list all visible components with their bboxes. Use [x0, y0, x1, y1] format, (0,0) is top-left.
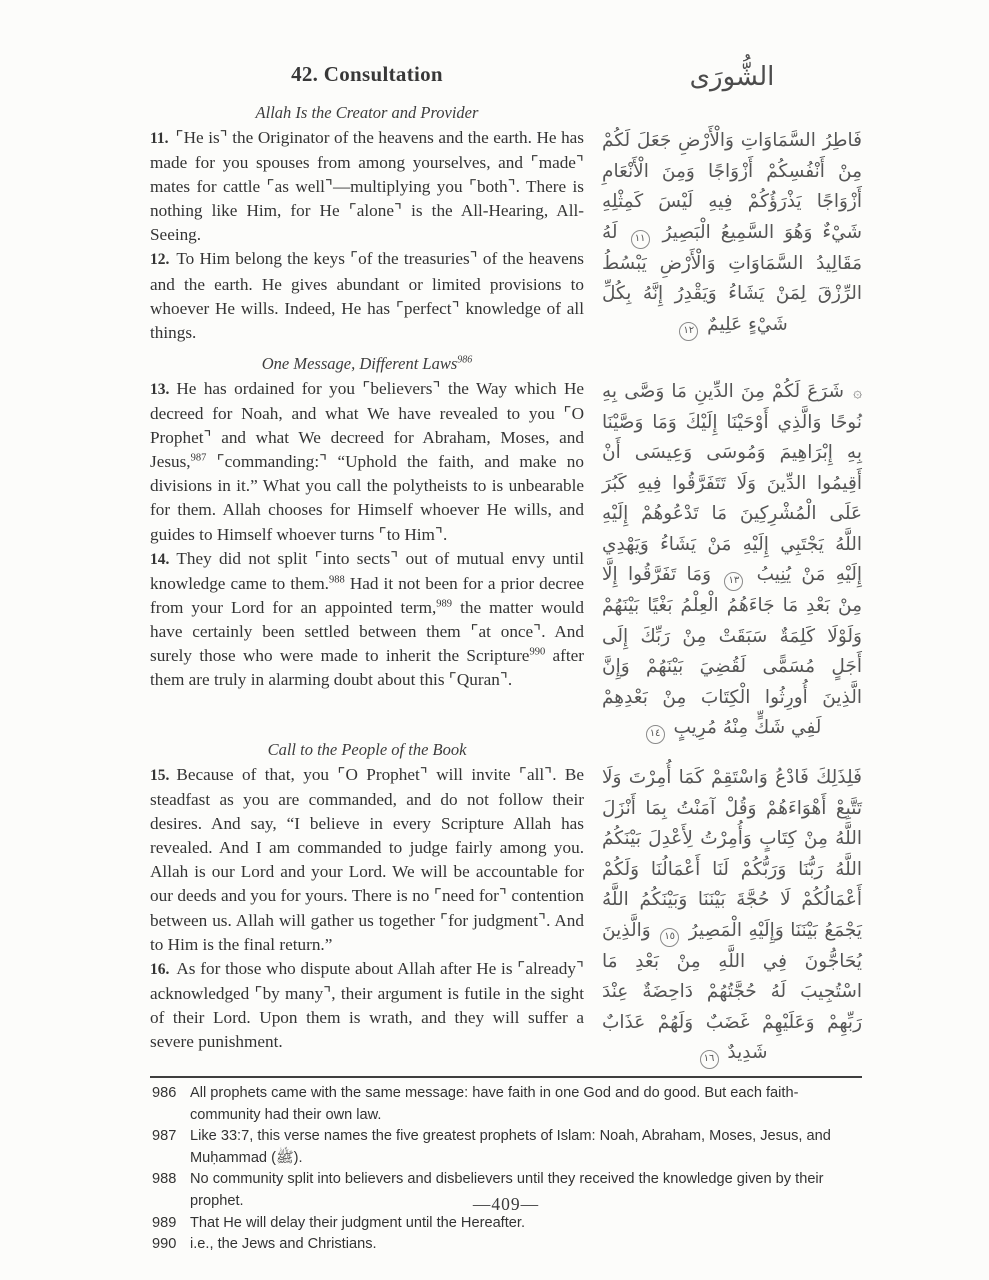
verse-number: 11.: [150, 130, 169, 147]
footnote-987: [150, 1126, 862, 1169]
footnote-990: [150, 1234, 862, 1256]
english-translation-column: [150, 377, 584, 692]
section-one-message-different-laws: [150, 352, 862, 744]
ayah-end-marker: ١٤: [646, 725, 665, 744]
page-number: —409—: [472, 1194, 540, 1214]
ayah-end-marker: ١٣: [724, 572, 743, 591]
footnote-number: 990: [152, 1236, 177, 1253]
ayah-end-marker: ١٦: [700, 1050, 719, 1069]
chapter-title: 42. Consultation: [291, 62, 443, 86]
ayah-end-marker: ١١: [631, 230, 650, 249]
verse-text: As for those who dispute about Allah after He is ⌜already⌝ acknowledged ⌜by many⌝, their argument is futile in the sight of their Lord. Upon them is wrath, and they will suffer a severe punishment.: [150, 958, 584, 1052]
verse-13: [150, 377, 584, 547]
verse-text: ⌜He is⌝ the Originator of the heavens and the earth. He has made for you spouses from among yourselves, and ⌜made⌝ mates for cattle ⌜as well⌝—multiplying you ⌜both⌝. There is nothing like Him, for He ⌜alone⌝ is the All-Hearing, All-Seeing.: [150, 128, 584, 245]
footnote-text: All prophets came with the same message: have faith in one God and do good. But each faith-community had their own law.: [190, 1085, 799, 1123]
ayah-end-marker: ١٢: [679, 322, 698, 341]
section-heading: [150, 352, 584, 377]
footnote-text: i.e., the Jews and Christians.: [190, 1236, 377, 1253]
verse-text: He has ordained for you ⌜believers⌝ the Way which He decreed for Noah, and what We have revealed to you ⌜O Prophet⌝ and what We decreed for Abraham, Moses, and Jesus,$^{987}$ ⌜commanding:⌝ “Uphold the faith, and make no divisions in it.” What you call the polytheists to is unbearable for them. Allah chooses for Himself whoever He wills, and guides to Himself whoever turns ⌜to Him⌝.: [150, 379, 584, 544]
footnote-text: No community split into believers and disbelievers until they received the knowledge given by their prophet.: [190, 1171, 824, 1209]
footnote-number: 989: [152, 1214, 177, 1231]
section-allah-is-the-creator: [150, 101, 862, 345]
verse-text: To Him belong the keys ⌜of the treasuries⌝ of the heavens and the earth. He gives abundant or limited provisions to whoever He wills. Indeed, He has ⌜perfect⌝ knowledge of all things.: [150, 249, 584, 342]
section-heading-text: Call to the People of the Book: [267, 740, 467, 759]
rub-el-hizb-icon: ۞: [853, 383, 862, 401]
verse-16: [150, 957, 584, 1054]
page-header: [150, 62, 862, 92]
footnote-text: That He will delay their judgment until the Hereafter.: [190, 1214, 526, 1231]
arabic-quran-text: ۞ شَرَعَ لَكُمْ مِنَ الدِّينِ مَا وَصَّى بِهِ نُوحًا وَالَّذِي أَوْحَيْنَا إِلَيْكَ وَمَا وَصَّيْنَا بِهِ إِبْرَاهِيمَ وَمُوسَى وَعِيسَى أَنْ أَقِيمُوا الدِّينَ وَلَا تَتَفَرَّقُوا فِيهِ كَبُرَ عَلَى الْمُشْرِكِينَ مَا تَدْعُوهُمْ إِلَيْهِ اللَّهُ يَجْتَبِي إِلَيْهِ مَنْ يَشَاءُ وَيَهْدِي إِلَيْهِ مَنْ يُنِيبُ ١٣ وَمَا تَفَرَّقُوا إِلَّا مِنْ بَعْدِ مَا جَاءَهُمُ الْعِلْمُ بَغْيًا بَيْنَهُمْ وَلَوْلَا كَلِمَةٌ سَبَقَتْ مِنْ رَبِّكَ إِلَى أَجَلٍ مُسَمًّى لَقُضِيَ بَيْنَهُمْ وَإِنَّ الَّذِينَ أُورِثُوا الْكِتَابَ مِنْ بَعْدِهِمْ لَفِي شَكٍّ مِنْهُ مُرِيبٍ ١٤: [602, 377, 862, 744]
section-heading-footnote-ref: 986: [457, 354, 473, 366]
ayah-end-marker: ١٥: [660, 928, 679, 947]
section-heading-text: One Message, Different Laws: [261, 354, 458, 373]
english-translation-column: [150, 126, 584, 345]
verse-12: [150, 247, 584, 344]
section-heading: [150, 101, 584, 126]
chapter-title-arabic: الشُّورَى: [689, 62, 775, 92]
verse-text: They did not split ⌜into sects⌝ out of mutual envy until knowledge came to them.$^{988}$ Had it not been for a prior decree from your Lord for an appointed term,$^{989}$ the matter would have certainly been settled between them ⌜at once⌝. And surely those who were made to inherit the Scripture$^{990}$ after them are truly in alarming doubt about this ⌜Quran⌝.: [150, 548, 585, 690]
verse-number: 15.: [150, 767, 170, 784]
arabic-quran-text: فَلِذَلِكَ فَادْعُ وَاسْتَقِمْ كَمَا أُمِرْتَ وَلَا تَتَّبِعْ أَهْوَاءَهُمْ وَقُلْ آمَنْتُ بِمَا أَنْزَلَ اللَّهُ مِنْ كِتَابٍ وَأُمِرْتُ لِأَعْدِلَ بَيْنَكُمُ اللَّهُ رَبُّنَا وَرَبُّكُمْ لَنَا أَعْمَالُنَا وَلَكُمْ أَعْمَالُكُمْ لَا حُجَّةَ بَيْنَنَا وَبَيْنَكُمُ اللَّهُ يَجْمَعُ بَيْنَنَا وَإِلَيْهِ الْمَصِيرُ ١٥ وَالَّذِينَ يُحَاجُّونَ فِي اللَّهِ مِنْ بَعْدِ مَا اسْتُجِيبَ لَهُ حُجَّتُهُمْ دَاحِضَةٌ عِنْدَ رَبِّهِمْ وَعَلَيْهِمْ غَضَبٌ وَلَهُمْ عَذَابٌ شَدِيدٌ ١٦: [602, 763, 862, 1069]
section-call-to-people-of-the-book: [150, 738, 862, 1069]
verse-14: [150, 547, 584, 693]
section-heading-text: Allah Is the Creator and Provider: [255, 103, 479, 122]
footnote-text: Like 33:7, this verse names the five greatest prophets of Islam: Noah, Abraham, Moses, Jesus, and Muḥammad (ﷺ).: [190, 1128, 831, 1166]
verse-number: 12.: [150, 251, 170, 269]
verse-15: [150, 763, 584, 957]
footnote-number: 987: [152, 1128, 177, 1145]
footnote-number: 986: [152, 1085, 177, 1101]
footnotes-block: [150, 1083, 862, 1256]
footnote-number: 988: [152, 1171, 177, 1188]
verse-11: [150, 126, 584, 247]
footnote-986: [150, 1083, 862, 1126]
verse-text: Because of that, you ⌜O Prophet⌝ will invite ⌜all⌝. Be steadfast as you are commanded, and do not follow their desires. And say, “I believe in every Scripture Allah has revealed. And I am commanded to judge fairly among you. Allah is our Lord and your Lord. We will be accountable for our deeds and you for yours. There is no ⌜need for⌝ contention between us. Allah will gather us together ⌜for judgment⌝. And to Him is the final return.”: [150, 765, 584, 954]
footnote-separator-rule: [150, 1076, 862, 1078]
verse-number: 14.: [150, 550, 170, 568]
verse-number: 16.: [150, 960, 170, 978]
english-translation-column: [150, 763, 584, 1054]
verse-number: 13.: [150, 381, 170, 398]
arabic-quran-text: فَاطِرُ السَّمَاوَاتِ وَالْأَرْضِ جَعَلَ لَكُمْ مِنْ أَنْفُسِكُمْ أَزْوَاجًا وَمِنَ الْأَنْعَامِ أَزْوَاجًا يَذْرَؤُكُمْ فِيهِ لَيْسَ كَمِثْلِهِ شَيْءٌ وَهُوَ السَّمِيعُ الْبَصِيرُ ١١ لَهُ مَقَالِيدُ السَّمَاوَاتِ وَالْأَرْضِ يَبْسُطُ الرِّزْقَ لِمَنْ يَشَاءُ وَيَقْدِرُ إِنَّهُ بِكُلِّ شَيْءٍ عَلِيمٌ ١٢: [602, 126, 862, 341]
footnote-989: [150, 1213, 862, 1235]
section-heading: [150, 738, 584, 763]
